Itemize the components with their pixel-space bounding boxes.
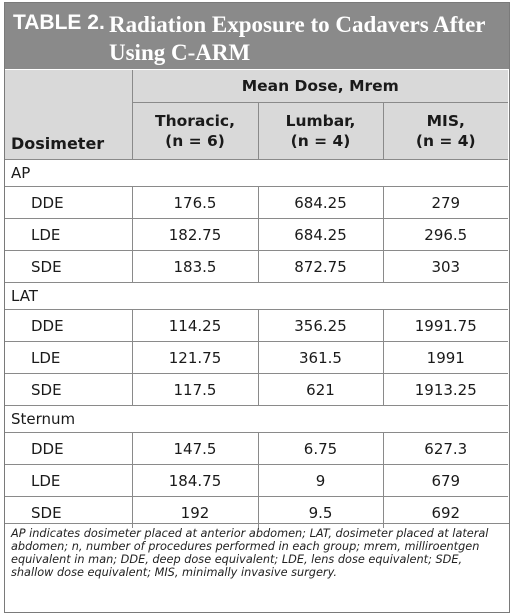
table-title: Radiation Exposure to Cadavers After Using C-ARM: [109, 12, 486, 65]
dose-cell: 1991.75: [383, 310, 508, 342]
dose-cell: 684.25: [258, 187, 383, 219]
dosimeter-header: Dosimeter: [11, 134, 105, 153]
table-number: TABLE 2.: [13, 11, 105, 34]
group-label: LAT: [5, 283, 508, 310]
dose-cell: 1913.25: [383, 374, 508, 406]
dose-cell: 303: [383, 251, 508, 283]
column-header: [258, 103, 383, 160]
row-label: DDE: [5, 187, 132, 219]
row-label: DDE: [5, 310, 132, 342]
table-row: [5, 374, 508, 406]
dose-cell: 9: [258, 465, 383, 497]
dose-cell: 9.5: [258, 497, 383, 529]
column-header: [383, 103, 508, 160]
column-header-name: Thoracic,: [155, 112, 235, 130]
dose-cell: 679: [383, 465, 508, 497]
column-header-n: (n = 4): [415, 132, 476, 150]
table-row: [5, 310, 508, 342]
dose-cell: 1991: [383, 342, 508, 374]
dose-cell: 6.75: [258, 433, 383, 465]
group-label: Sternum: [5, 406, 508, 433]
mean-dose-header: Mean Dose, Mrem: [132, 70, 508, 103]
table-row: [5, 433, 508, 465]
dose-cell: 184.75: [132, 465, 258, 497]
dose-cell: 296.5: [383, 219, 508, 251]
table-row: [5, 219, 508, 251]
footnote-divider: [5, 523, 509, 524]
table-title-bar: [5, 3, 509, 69]
dose-cell: 356.25: [258, 310, 383, 342]
column-header-name: MIS,: [426, 112, 465, 130]
group-row: [5, 160, 508, 187]
table-row: [5, 465, 508, 497]
group-row: [5, 406, 508, 433]
row-label: SDE: [5, 374, 132, 406]
dose-cell: 114.25: [132, 310, 258, 342]
table-footnote: AP indicates dosimeter placed at anterior abdomen; LAT, dosimeter placed at lateral abdomen; n, number of procedures performed in each group; mrem, milliroentgen equivalent in man; DDE, deep dose equivalent; LDE, lens dose equivalent; SDE, shallow dose equivalent; MIS, minimally invasive surgery.: [11, 527, 489, 579]
dose-cell: 182.75: [132, 219, 258, 251]
dose-cell: 279: [383, 187, 508, 219]
dose-cell: 176.5: [132, 187, 258, 219]
row-label: SDE: [5, 497, 132, 529]
dose-table: [5, 70, 508, 528]
column-header: [132, 103, 258, 160]
dose-table-container: [5, 70, 509, 528]
table-row: [5, 251, 508, 283]
dose-cell: 692: [383, 497, 508, 529]
row-label: SDE: [5, 251, 132, 283]
dose-cell: 684.25: [258, 219, 383, 251]
column-header-name: Lumbar,: [285, 112, 356, 130]
dose-cell: 147.5: [132, 433, 258, 465]
dose-cell: 361.5: [258, 342, 383, 374]
table-row: [5, 187, 508, 219]
column-header-n: (n = 6): [165, 132, 225, 150]
table-frame: [4, 2, 510, 613]
dose-cell: 192: [132, 497, 258, 529]
row-label: LDE: [5, 342, 132, 374]
dose-cell: 621: [258, 374, 383, 406]
dose-cell: 117.5: [132, 374, 258, 406]
dose-cell: 121.75: [132, 342, 258, 374]
group-label: AP: [5, 160, 508, 187]
row-label: DDE: [5, 433, 132, 465]
column-header-n: (n = 4): [290, 132, 351, 150]
table-body: [5, 160, 508, 529]
dose-cell: 872.75: [258, 251, 383, 283]
dose-cell: 627.3: [383, 433, 508, 465]
group-row: [5, 283, 508, 310]
row-label: LDE: [5, 219, 132, 251]
table-row: [5, 342, 508, 374]
row-label: LDE: [5, 465, 132, 497]
dose-cell: 183.5: [132, 251, 258, 283]
